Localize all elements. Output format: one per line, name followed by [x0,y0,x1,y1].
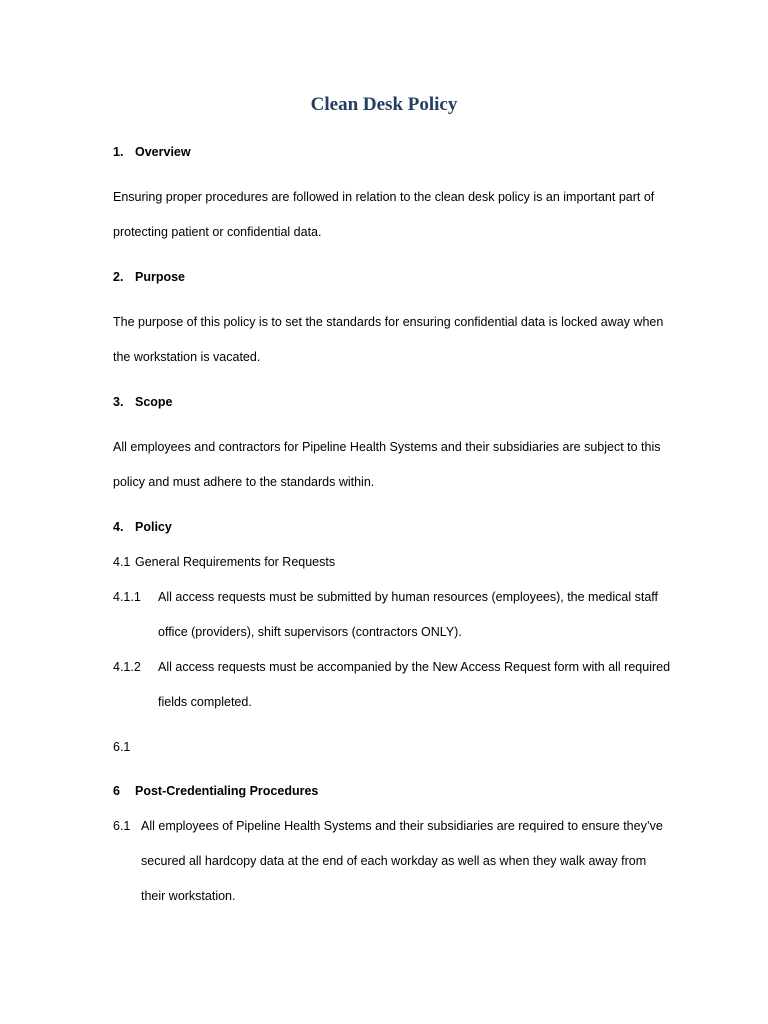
paragraph-line: the workstation is vacated. [113,350,261,364]
section-number: 3. [113,395,124,409]
section-title: Post-Credentialing Procedures [135,784,319,798]
section-number: 6 [113,784,120,798]
list-item-text: All access requests must be submitted by human resources (employees), the medical staff [158,590,658,604]
list-item-continuation: office (providers), shift supervisors (contractors ONLY). [158,625,462,639]
list-item-number: 4.1.1 [113,590,141,604]
subsection-number: 4.1 [113,555,131,569]
list-item-continuation: fields completed. [158,695,252,709]
section-number: 4. [113,520,124,534]
document-title: Clean Desk Policy [310,94,458,115]
section-heading-scope [113,394,173,410]
paragraph-line: policy and must adhere to the standards within. [113,475,375,489]
section-number: 1. [113,145,124,159]
list-item-text: All access requests must be accompanied by the New Access Request form with all required [158,660,671,674]
list-item-continuation: secured all hardcopy data at the end of each workday as well as when they walk away from [141,854,647,868]
paragraph-line: protecting patient or confidential data. [113,225,322,239]
section-heading-overview [113,144,191,160]
list-item-number: 6.1 [113,819,131,833]
section-number: 2. [113,270,124,284]
section-heading-post-credentialing [113,783,318,799]
section-title: Scope [135,395,173,409]
list-item [113,659,670,675]
section-title: Overview [135,145,191,159]
list-item [113,818,663,834]
list-item-text: All employees of Pipeline Health Systems and their subsidiaries are required to ensure they’ve [141,819,663,833]
section-title: Purpose [135,270,186,284]
list-item-continuation: their workstation. [141,889,236,903]
section-heading-policy [113,519,172,535]
paragraph-line: All employees and contractors for Pipeline Health Systems and their subsidiaries are subject to this [113,440,661,454]
paragraph-line: The purpose of this policy is to set the standards for ensuring confidential data is locked away when [113,315,664,329]
list-item-number: 4.1.2 [113,660,141,674]
stray-number: 6.1 [113,740,131,754]
list-item [113,589,658,605]
subsection-title: General Requirements for Requests [135,555,336,569]
paragraph-line: Ensuring proper procedures are followed in relation to the clean desk policy is an important part of [113,190,655,204]
subsection-heading [113,554,335,570]
section-heading-purpose [113,269,185,285]
section-title: Policy [135,520,172,534]
